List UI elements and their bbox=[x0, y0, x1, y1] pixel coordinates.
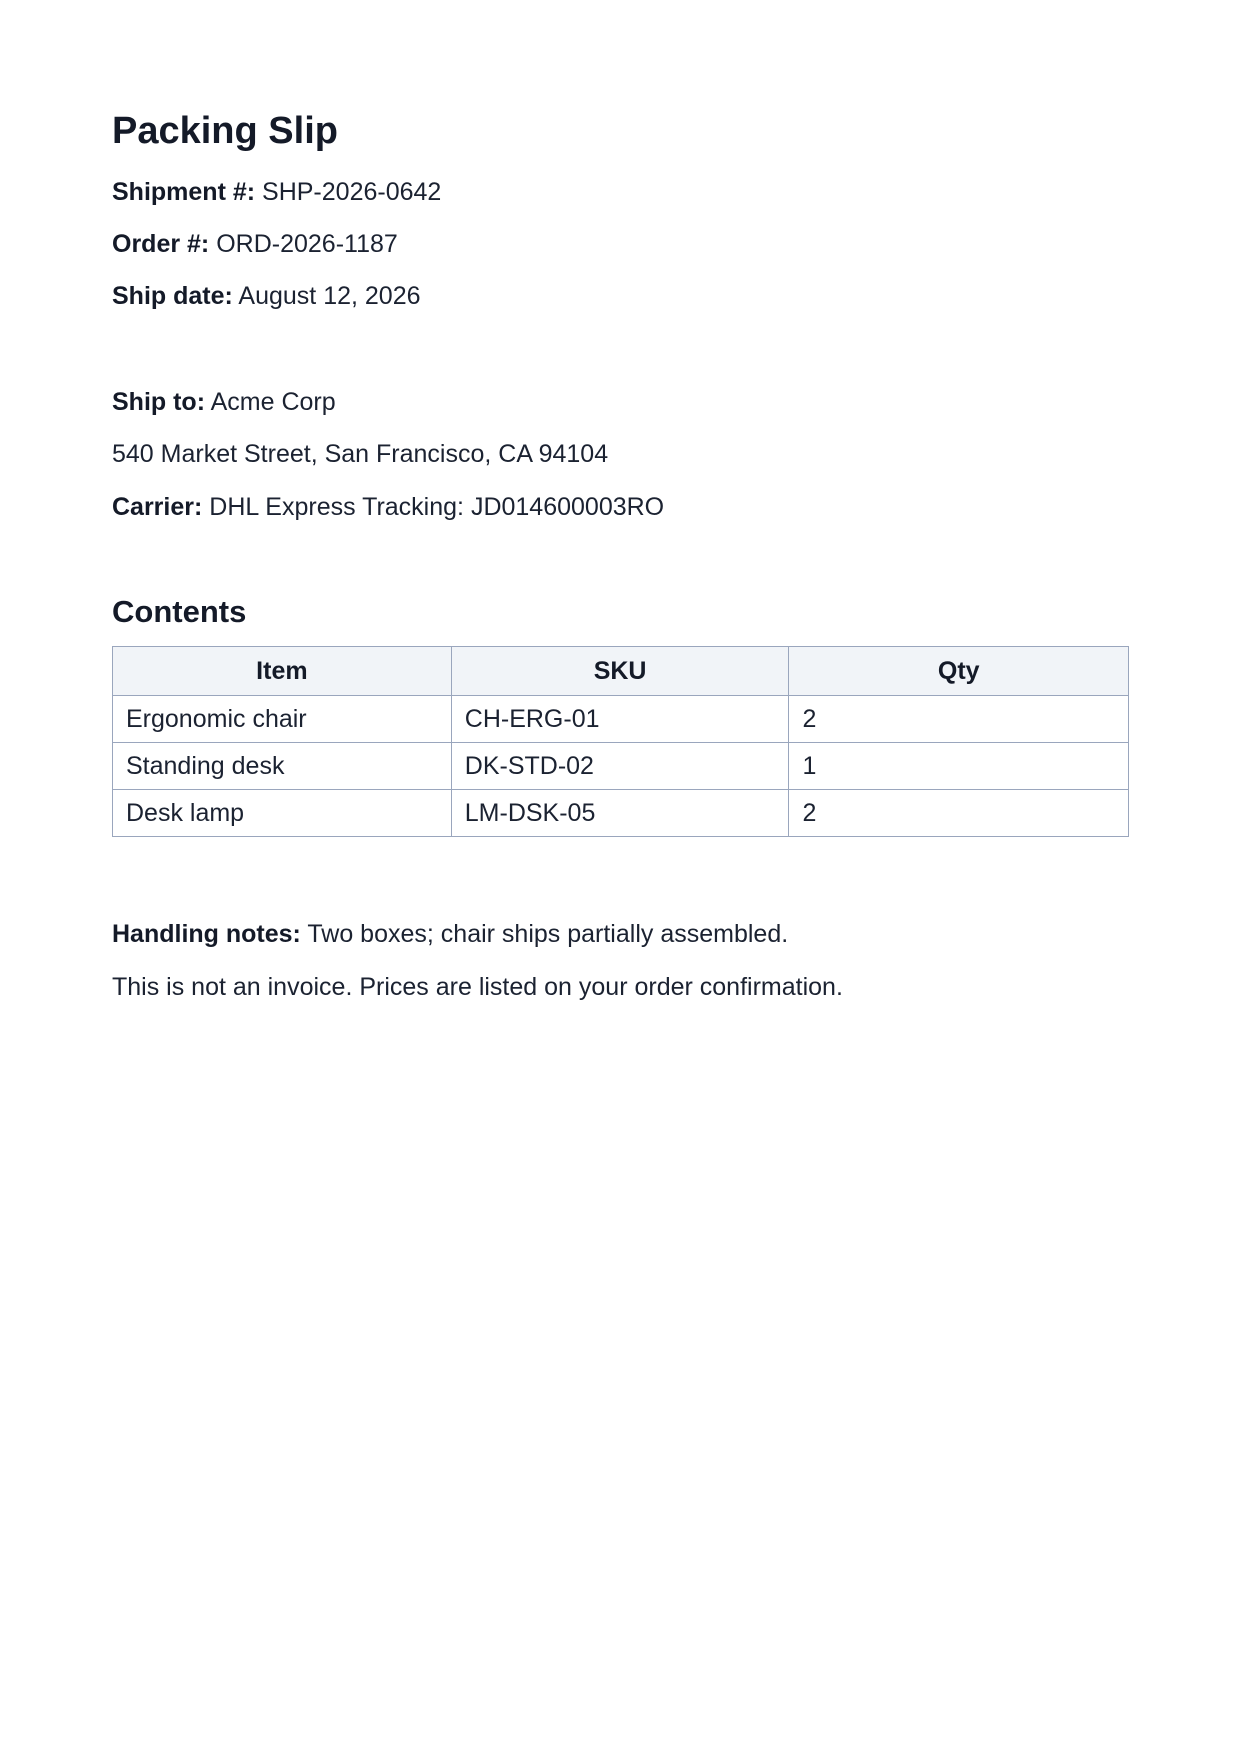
item-cell: Desk lamp bbox=[113, 790, 452, 837]
contents-table bbox=[112, 646, 1129, 837]
shipment-number-label: Shipment #: bbox=[112, 178, 256, 206]
ship-to-line bbox=[112, 387, 336, 417]
column-header-qty: Qty bbox=[789, 647, 1129, 696]
ship-to-address: 540 Market Street, San Francisco, CA 94104 bbox=[112, 440, 609, 468]
qty-cell: 2 bbox=[789, 696, 1129, 743]
item-cell: Ergonomic chair bbox=[113, 696, 452, 743]
ship-to-value: Acme Corp bbox=[210, 388, 336, 416]
carrier-label: Carrier: bbox=[112, 493, 203, 521]
sku-cell: LM-DSK-05 bbox=[451, 790, 789, 837]
page-title: Packing Slip bbox=[112, 110, 338, 152]
sku-cell: DK-STD-02 bbox=[451, 743, 789, 790]
contents-heading: Contents bbox=[112, 594, 247, 629]
table-row bbox=[113, 696, 1129, 743]
table-row bbox=[113, 790, 1129, 837]
ship-to-label: Ship to: bbox=[112, 388, 206, 416]
table-header-row bbox=[113, 647, 1129, 696]
column-header-sku: SKU bbox=[451, 647, 789, 696]
handling-notes-value: Two boxes; chair ships partially assembled. bbox=[307, 920, 789, 948]
shipment-number-value: SHP-2026-0642 bbox=[262, 178, 442, 206]
ship-date-line bbox=[112, 281, 421, 311]
sku-cell: CH-ERG-01 bbox=[451, 696, 789, 743]
handling-notes-label: Handling notes: bbox=[112, 920, 301, 948]
carrier-value: DHL Express Tracking: JD014600003RO bbox=[209, 493, 665, 521]
ship-date-label: Ship date: bbox=[112, 282, 233, 310]
column-header-item: Item bbox=[113, 647, 452, 696]
carrier-line bbox=[112, 492, 664, 522]
invoice-disclaimer: This is not an invoice. Prices are listed on your order confirmation. bbox=[112, 973, 843, 1001]
item-cell: Standing desk bbox=[113, 743, 452, 790]
ship-date-value: August 12, 2026 bbox=[238, 282, 421, 310]
table-row bbox=[113, 743, 1129, 790]
order-number-value: ORD-2026-1187 bbox=[216, 230, 398, 258]
shipment-number-line bbox=[112, 177, 441, 207]
order-number-line bbox=[112, 229, 398, 259]
qty-cell: 1 bbox=[789, 743, 1129, 790]
handling-notes-line bbox=[112, 919, 788, 949]
qty-cell: 2 bbox=[789, 790, 1129, 837]
order-number-label: Order #: bbox=[112, 230, 210, 258]
